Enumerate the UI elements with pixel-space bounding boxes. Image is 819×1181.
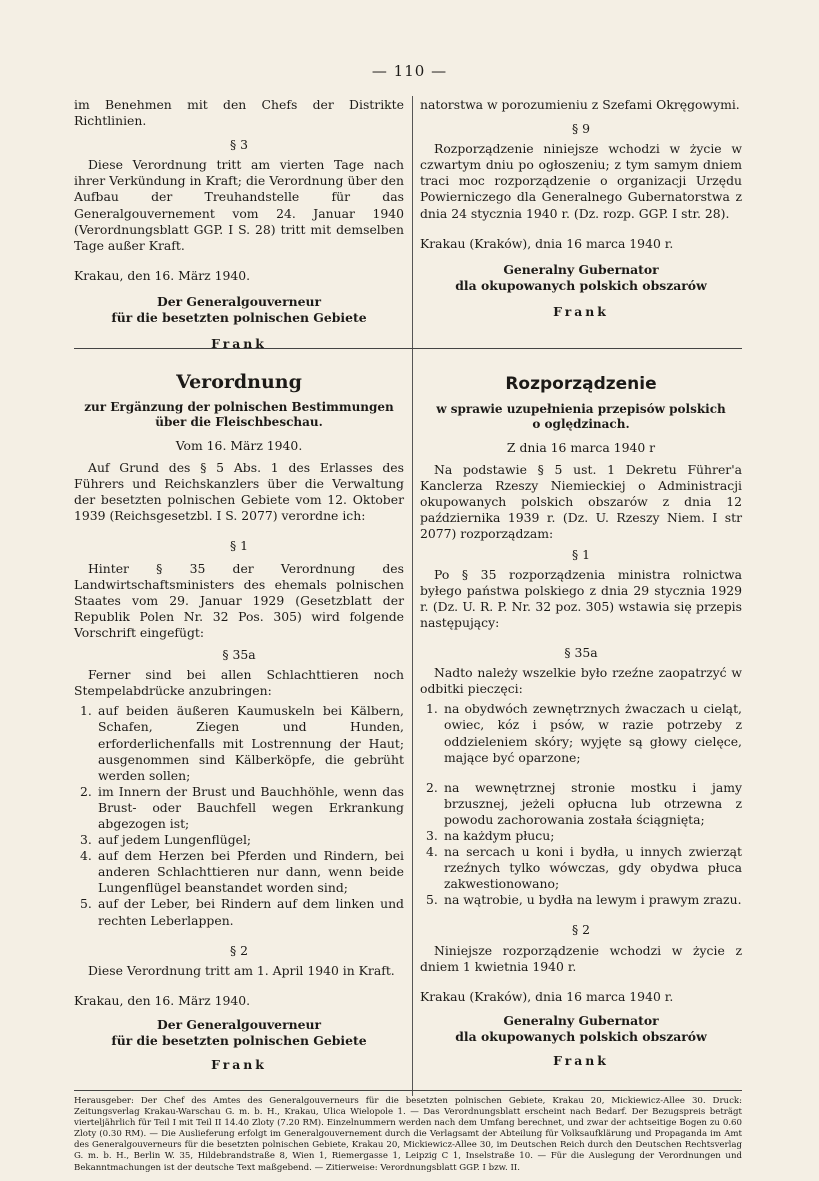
preamble: Na podstawie § 5 ust. 1 Dekretu Führer'a Kanclerza Rzeszy Niemieckiej o Administracji okupowanych polskich obszarów z dnia 12 października 1939 r. (Dz. U. Rzeszy Niem. I str 2077) rozporządzam: [420, 462, 742, 542]
item-text: auf der Leber, bei Rindern auf dem linken und rechten Leberlappen. [98, 896, 404, 928]
signature-title: Generalny Gubernator [503, 1012, 659, 1028]
item-text: na sercach u koni i bydła, u innych zwierząt rzeźnych tylko wówczas, gdy obydwa płuca zakwestionowano; [444, 844, 742, 892]
item-number: 1. [80, 703, 92, 719]
list-item [420, 844, 742, 892]
section-heading: § 9 [571, 121, 591, 137]
signature-name: Frank [211, 1057, 267, 1073]
publisher-footer: Herausgeber: Der Chef des Amtes des Generalgouverneurs für die besetzten polnischen Gebiete, Krakau 20, Mickiewicz-Allee 30. Druck: Zeitungsverlag Krakau-Warschau G. m. b. H., Krakau, Ulica Wielopole 1. — Das Verordnungsblatt erscheint nach Bedarf. Der Bezugspreis beträgt vierteljährlich für Teil I mit Teil II 14.40 Zloty (7.20 RM). Einzelnummern werden nach dem Umfang berechnet, und zwar der achtseitige Bogen zu 0.60 Zloty (0.30 RM). — Die Auslieferung erfolgt im Generalgouvernement durch die Verlagsamt der Abteilung für Volksaufklärung und Propaganda im Amt des Generalgouverneurs für die besetzten polnischen Gebiete, Krakau 20, Mickiewicz-Allee 30, im Deutschen Reich durch den Deutschen Rechtsverlag G. m. b. H., Berlin W. 35, Hildebrandstraße 8, Wien 1, Riemergasse 1, Leipzig C 1, Inselstraße 10. — Für die Auslegung der Verordnungen und Bekanntmachungen ist der deutsche Text maßgebend. — Zitierweise: Verordnungsblatt GGP. I bzw. II. [74, 1096, 742, 1173]
section-heading: § 3 [229, 137, 249, 153]
signature-name: Frank [211, 336, 267, 352]
top-left-column [74, 97, 404, 352]
place-date: Krakau, den 16. März 1940. [74, 992, 251, 1008]
item-text: im Innern der Brust und Bauchhöhle, wenn das Brust- oder Bauchfell wegen Erkrankung abgezogen ist; [98, 783, 404, 831]
place-date: Krakau (Kraków), dnia 16 marca 1940 r. [420, 235, 674, 251]
signature-name: Frank [553, 303, 609, 319]
item-text: auf jedem Lungenflügel; [98, 832, 252, 848]
list-item [74, 896, 404, 928]
list-item [74, 784, 404, 832]
section-heading: § 35a [564, 645, 598, 661]
section-text: Diese Verordnung tritt am 1. April 1940 in Kraft. [88, 962, 395, 978]
decree-title: Rozporządzenie [505, 374, 657, 394]
item-text: na każdym płucu; [444, 827, 555, 843]
item-list [74, 703, 404, 928]
section-heading: § 2 [229, 942, 249, 958]
signature-title: Der Generalgouverneur [156, 293, 322, 309]
signature-title: Der Generalgouverneur [156, 1016, 322, 1032]
section-text: Po § 35 rozporządzenia ministra rolnictwa byłego państwa polskiego z dnia 29 stycznia 1929 r. (Dz. U. R. P. Nr. 32 poz. 305) wstawia się przepis następujący: [420, 566, 742, 630]
left-decree-column [74, 370, 404, 1073]
list-item [420, 892, 742, 908]
list-item [74, 703, 404, 783]
section-intro: Nadto należy wszelkie było rzeźne zaopatrzyć w odbitki pieczęci: [420, 665, 742, 697]
section-heading: § 1 [229, 538, 249, 554]
place-date: Krakau, den 16. März 1940. [74, 267, 251, 283]
list-item [74, 848, 404, 896]
item-text: na wątrobie, u bydła na lewym i prawym zrazu. [444, 892, 742, 908]
signature-title-2: dla okupowanych polskich obszarów [455, 1028, 707, 1044]
list-item [420, 780, 742, 828]
column-divider [412, 96, 413, 1096]
item-number: 4. [80, 848, 92, 864]
top-right-column [420, 97, 742, 320]
signature-title: Generalny Gubernator [503, 261, 659, 277]
preamble: Auf Grund des § 5 Abs. 1 des Erlasses des Führers und Reichskanzlers über die Verwaltung der besetzten polnischen Gebiete vom 12. Oktober 1939 (Reichsgesetzbl. I S. 2077) verordne ich: [74, 460, 404, 524]
section-text: Niniejsze rozporządzenie wchodzi w życie z dniem 1 kwietnia 1940 r. [420, 942, 742, 974]
signature-title-2: für die besetzten polnischen Gebiete [111, 310, 367, 326]
decree-date: Vom 16. März 1940. [175, 438, 303, 453]
signature-title-2: dla okupowanych polskich obszarów [455, 277, 707, 293]
continuation-text: natorstwa w porozumieniu z Szefami Okręgowymi. [420, 97, 740, 112]
signature-name: Frank [553, 1053, 609, 1068]
section-text: Diese Verordnung tritt am vierten Tage nach ihrer Verkündung in Kraft; die Verordnung über den Aufbau der Treuhandstelle für das Generalgouvernement vom 24. Januar 1940 (Verordnungsblatt GGP. I S. 28) tritt mit demselben Tage außer Kraft. [74, 157, 404, 253]
item-number: 3. [80, 832, 92, 848]
section-heading: § 2 [571, 922, 591, 938]
decree-subtitle: w sprawie uzupełnienia przepisów polskich [436, 402, 726, 416]
signature-title-2: für die besetzten polnischen Gebiete [111, 1033, 367, 1048]
list-item [420, 828, 742, 844]
continuation-text: im Benehmen mit den Chefs der Distrikte Richtlinien. [74, 97, 404, 129]
decree-subtitle: zur Ergänzung der polnischen Bestimmungen [84, 400, 394, 414]
item-text: auf dem Herzen bei Pferden und Rindern, bei anderen Schlachttieren nur dann, wenn beide Lungenflügel beanstandet worden sind; [98, 848, 404, 896]
list-item [420, 701, 742, 765]
item-number: 4. [426, 844, 438, 860]
section-text: Hinter § 35 der Verordnung des Landwirtschaftsministers des ehemals polnischen Staates vom 29. Januar 1929 (Gesetzblatt der Republik Polen Nr. 32 Pos. 305) wird folgende Vorschrift eingefügt: [74, 560, 404, 640]
item-text: na wewnętrznej stronie mostku i jamy brzusznej, jeżeli opłucna lub otrzewna z powodu zachorowania została ściągnięta; [444, 779, 742, 827]
decree-subtitle-2: o oględzinach. [532, 417, 630, 431]
item-number: 3. [426, 827, 438, 843]
item-number: 5. [426, 892, 438, 908]
decree-date: Z dnia 16 marca 1940 r [506, 440, 656, 455]
section-heading: § 35a [222, 647, 256, 663]
item-list [420, 701, 742, 908]
item-text: auf beiden äußeren Kaumuskeln bei Kälbern, Schafen, Ziegen und Hunden, erforderlichenfalls mit Lostrennung der Haut; ausgenommen sind Kälberköpfe, die gebrüht werden sollen; [98, 703, 404, 783]
place-date: Krakau (Kraków), dnia 16 marca 1940 r. [420, 988, 674, 1004]
item-text: na obydwóch zewnętrznych żwaczach u cieląt, owiec, kóz i psów, w razie potrzeby z oddzieleniem skóry; wyjęte są głowy cielęce, mające być oparzone; [444, 701, 742, 765]
section-text: Rozporządzenie niniejsze wchodzi w życie w czwartym dniu po ogłoszeniu; z tym samym dniem traci moc rozporządzenie o organizacji Urzędu Powierniczego dla Generalnego Gubernatorstwa z dnia 24 stycznia 1940 r. (Dz. rozp. GGP. I str. 28). [420, 141, 742, 221]
section-intro: Ferner sind bei allen Schlachttieren noch Stempelabdrücke anzubringen: [74, 667, 404, 699]
section-heading: § 1 [571, 546, 591, 562]
item-number: 1. [426, 701, 438, 717]
item-number: 2. [426, 779, 438, 795]
footer-divider [74, 1090, 742, 1091]
decree-subtitle-2: über die Fleischbeschau. [155, 415, 323, 429]
decree-title: Verordnung [176, 371, 302, 393]
right-decree-column [420, 372, 742, 1069]
item-number: 5. [80, 896, 92, 912]
list-item [74, 832, 404, 848]
item-number: 2. [80, 783, 92, 799]
page-number: — 110 — [371, 62, 448, 80]
